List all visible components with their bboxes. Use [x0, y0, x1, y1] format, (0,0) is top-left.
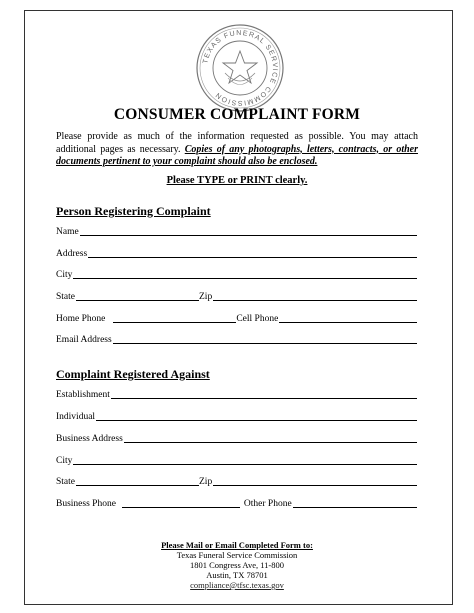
print-instruction: Please TYPE or PRINT clearly. [166, 175, 308, 186]
business-state-field[interactable] [76, 476, 199, 486]
intro-text: Please provide as much of the information requested as possible. You may attach additional pages as necessary. [56, 131, 418, 155]
state-field[interactable] [76, 291, 199, 301]
cell-phone-field[interactable] [279, 313, 417, 323]
establishment-label: Establishment [56, 390, 110, 400]
state-label: State [56, 292, 75, 302]
individual-label: Individual [56, 412, 96, 422]
business-city-label: City [56, 456, 73, 466]
mailing-info [0, 540, 474, 590]
zip-field[interactable] [213, 291, 417, 301]
email-row [56, 332, 417, 346]
other-phone-field[interactable] [293, 498, 417, 508]
individual-field[interactable] [96, 411, 417, 421]
phone-row [56, 311, 417, 325]
texas-funeral-service-commission-seal [195, 23, 285, 113]
name-field[interactable] [80, 226, 417, 236]
home-phone-field[interactable] [113, 313, 236, 323]
business-address-row [56, 431, 417, 445]
address-field[interactable] [88, 248, 417, 258]
mailing-email-link[interactable]: compliance@tfsc.texas.gov [190, 580, 284, 590]
business-state-label: State [56, 477, 75, 487]
business-state-zip-row [56, 474, 417, 488]
city-row [56, 267, 417, 281]
form-title: CONSUMER COMPLAINT FORM [113, 106, 361, 123]
mailing-heading: Please Mail or Email Completed Form to: [161, 540, 313, 550]
mailing-line-street: 1801 Congress Ave, 11-800 [190, 560, 284, 570]
state-zip-row [56, 289, 417, 303]
business-address-field[interactable] [124, 433, 417, 443]
email-label: Email Address [56, 335, 112, 345]
city-field[interactable] [73, 269, 417, 279]
business-city-field[interactable] [73, 455, 417, 465]
section-heading-person: Person Registering Complaint [56, 204, 211, 218]
intro-paragraph [56, 131, 418, 169]
business-zip-label: Zip [199, 477, 213, 487]
business-city-row [56, 453, 417, 467]
address-row [56, 246, 417, 260]
establishment-field[interactable] [111, 389, 417, 399]
business-phone-field[interactable] [122, 498, 240, 508]
zip-label: Zip [199, 292, 213, 302]
business-address-label: Business Address [56, 434, 123, 444]
address-label: Address [56, 249, 88, 259]
intro-emphasis-text: Copies of any photographs, letters, contracts, or other documents pertinent to your complaint should also be enclosed. [56, 143, 418, 167]
mailing-line-agency: Texas Funeral Service Commission [176, 550, 298, 560]
business-phone-row [56, 496, 417, 510]
business-phone-label: Business Phone [56, 499, 116, 509]
other-phone-label: Other Phone [243, 499, 292, 509]
home-phone-label: Home Phone [56, 314, 106, 324]
cell-phone-label: Cell Phone [236, 314, 279, 324]
seal-ring-text: TEXAS FUNERAL SERVICE COMMISSION [202, 29, 279, 107]
establishment-row [56, 387, 417, 401]
name-row [56, 224, 417, 238]
email-field[interactable] [113, 334, 417, 344]
business-zip-field[interactable] [213, 476, 417, 486]
individual-row [56, 409, 417, 423]
section-heading-against: Complaint Registered Against [56, 367, 210, 381]
name-label: Name [56, 227, 79, 237]
city-label: City [56, 270, 73, 280]
mailing-line-city: Austin, TX 78701 [206, 570, 268, 580]
